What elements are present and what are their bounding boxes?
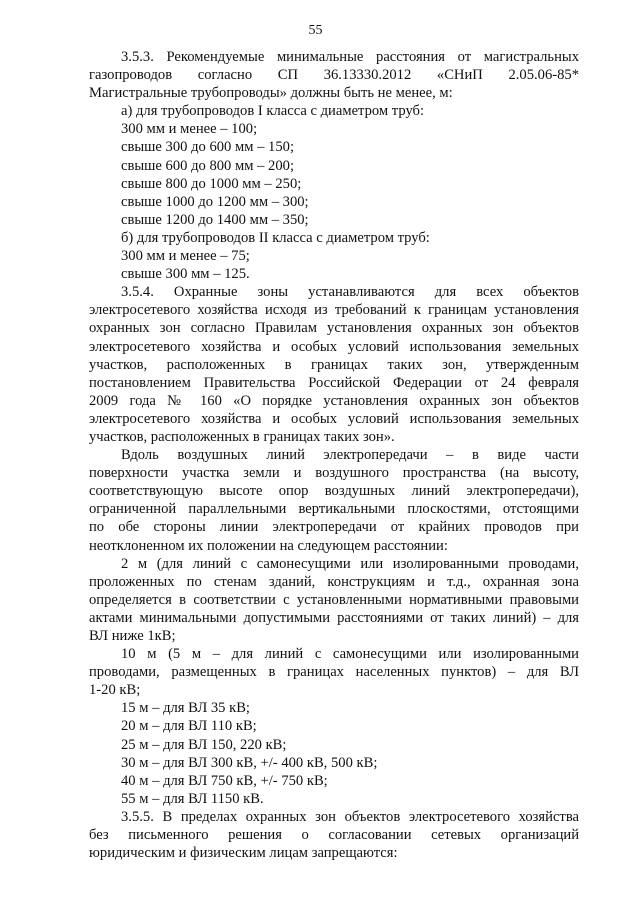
text-line: 2009 года № 160 «О порядке установления охранных зон объектов <box>89 392 579 409</box>
text-line: ВЛ ниже 1кВ; <box>89 628 176 644</box>
text-line: постановлением Правительства Российской Федерации от 24 февраля <box>89 374 579 391</box>
text-line: юридическим и физическим лицам запрещаются: <box>89 845 398 862</box>
text-line: 300 мм и менее – 75; <box>121 248 250 265</box>
text-line: Вдоль воздушных линий электропередачи – в виде части <box>121 447 579 464</box>
document-body <box>89 48 579 862</box>
text-line: свыше 1000 до 1200 мм – 300; <box>121 193 309 210</box>
text-line: свыше 300 до 600 мм – 150; <box>121 139 294 156</box>
text-line: участков, расположенных в границах таких зон». <box>89 428 395 445</box>
text-line: б) для трубопроводов II класса с диаметром труб: <box>121 229 430 246</box>
text-line: неотклоненном их положении на следующем расстоянии: <box>89 537 448 554</box>
text-line: газопроводов согласно СП 36.13330.2012 «СНиП 2.05.06-85* <box>89 67 579 84</box>
text-line: соответствующую высоте опор воздушных линий электропередачи), <box>89 483 579 500</box>
text-line: проводами, размещенных в границах населенных пунктов) – для ВЛ <box>89 664 579 681</box>
text-line: по обе стороны линии электропередачи от крайних проводов при <box>89 519 579 536</box>
text-line: 3.5.4. Охранные зоны устанавливаются для всех объектов <box>121 284 579 301</box>
text-line: 1-20 кВ; <box>89 682 141 699</box>
text-line: проложенных по стенам зданий, конструкциям и т.д., охранная зона <box>89 573 579 590</box>
text-line: электросетевого хозяйства и особых условий использования земельных <box>89 410 579 427</box>
text-line: 40 м – для ВЛ 750 кВ, +/- 750 кВ; <box>121 772 328 789</box>
text-line: 3.5.5. В пределах охранных зон объектов электросетевого хозяйства <box>121 808 579 825</box>
text-line: определяется в соответствии с установленными нормативными правовыми <box>89 591 579 608</box>
text-line: свыше 1200 до 1400 мм – 350; <box>121 211 309 228</box>
text-line: свыше 600 до 800 мм – 200; <box>121 157 294 174</box>
text-line: 3.5.3. Рекомендуемые минимальные расстояния от магистральных <box>121 49 579 65</box>
text-line: поверхности участка земли и воздушного пространства (на высоту, <box>89 465 579 482</box>
text-line: Магистральные трубопроводы» должны быть не менее, м: <box>89 85 453 102</box>
text-line: электросетевого хозяйства и особых условий использования земельных <box>89 338 579 355</box>
text-line: свыше 800 до 1000 мм – 250; <box>121 175 302 192</box>
text-line: 25 м – для ВЛ 150, 220 кВ; <box>121 736 287 753</box>
text-line: а) для трубопроводов I класса с диаметром труб: <box>121 103 425 120</box>
text-line: 15 м – для ВЛ 35 кВ; <box>121 700 250 717</box>
text-line: 10 м (5 м – для линий с самонесущими или изолированными <box>121 646 579 663</box>
text-line: без письменного решения о согласовании сетевых организаций <box>89 827 579 844</box>
text-line: электросетевого хозяйства исходя из требований к границам установления <box>89 302 579 319</box>
page-number: 55 <box>308 23 323 38</box>
text-line: участков, расположенных в границах таких зон, утвержденным <box>89 356 579 373</box>
text-line: ограниченной параллельными вертикальными плоскостями, отстоящими <box>89 501 579 518</box>
text-line: 300 мм и менее – 100; <box>121 121 258 138</box>
text-line: 20 м – для ВЛ 110 кВ; <box>121 718 257 735</box>
text-line: охранных зон согласно Правилам установления охранных зон объектов <box>89 320 579 337</box>
text-line: актами минимальными допустимыми расстояниями от таких линий) – для <box>89 609 579 626</box>
text-line: свыше 300 мм – 125. <box>121 266 250 283</box>
text-line: 55 м – для ВЛ 1150 кВ. <box>121 790 264 807</box>
text-line: 2 м (для линий с самонесущими или изолированными проводами, <box>121 555 579 572</box>
text-line: 30 м – для ВЛ 300 кВ, +/- 400 кВ, 500 кВ; <box>121 754 378 771</box>
